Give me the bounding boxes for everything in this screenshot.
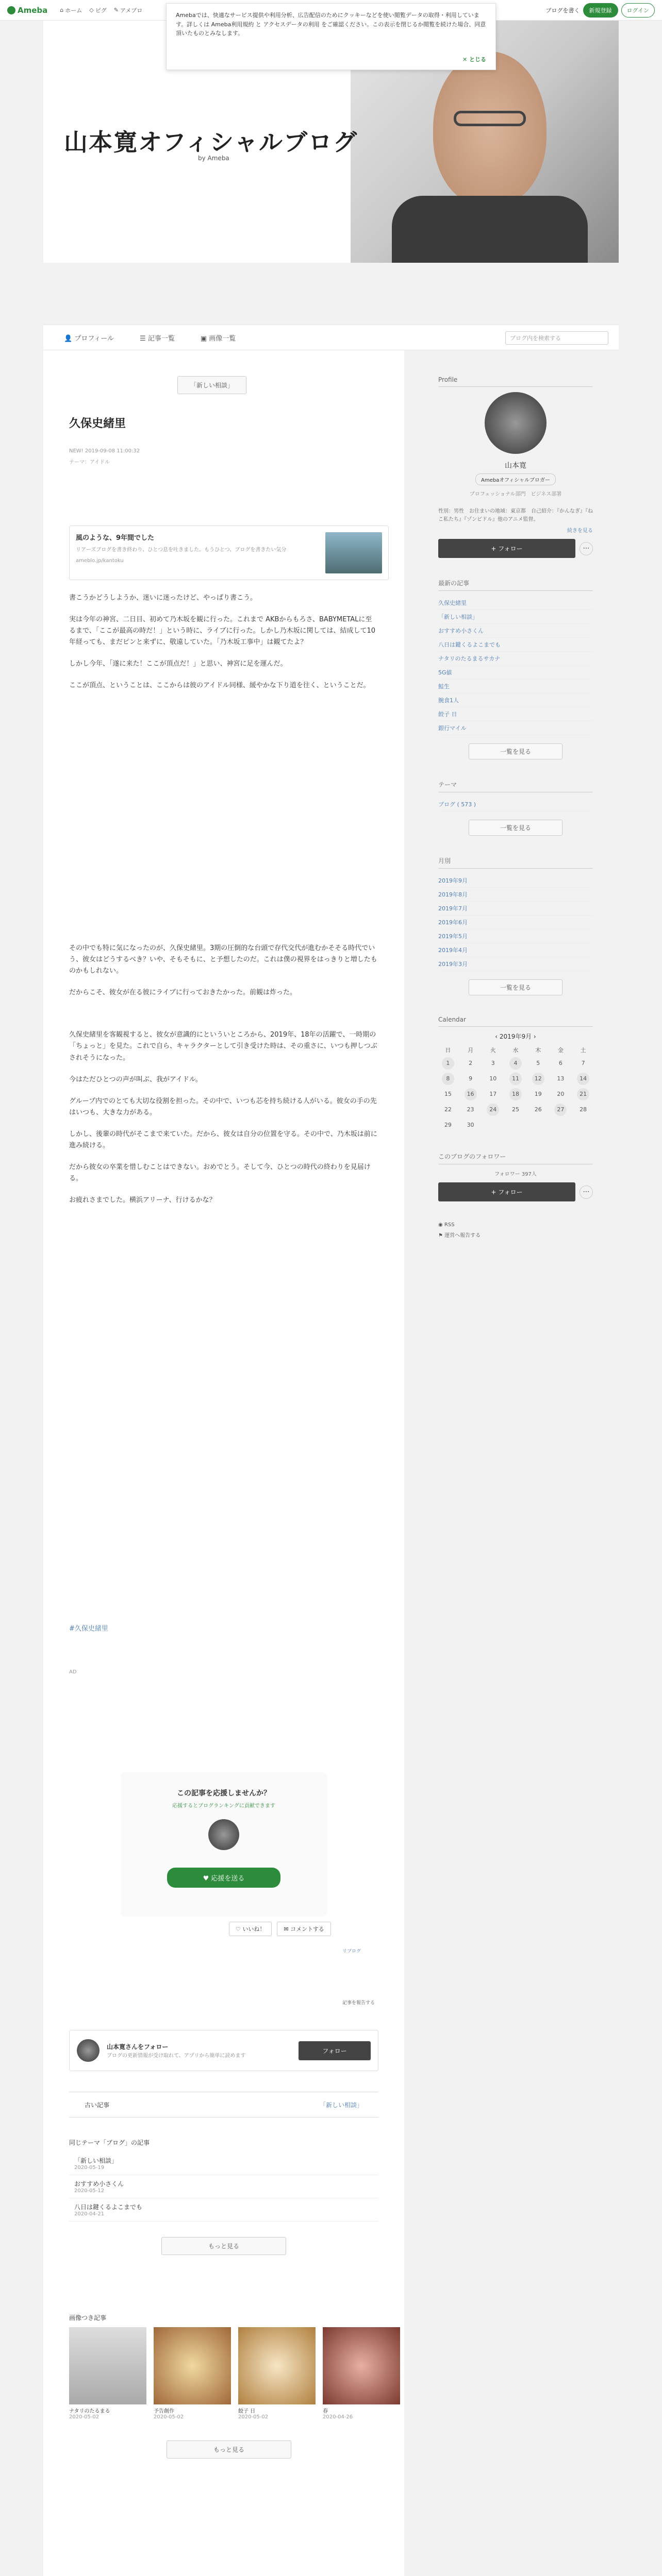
report-sidebar-label: 運営へ報告する bbox=[444, 1233, 481, 1239]
recent-list bbox=[438, 596, 593, 735]
archive-item[interactable]: 2019年7月 bbox=[438, 902, 593, 916]
para-2: 実は今年の神宮、二日目、初めて乃木坂を観に行った。これまで AKBからもろさ、BABYMETALに至るまで、「ここが最高の時だ！」という時に、ライブに行った。しかし乃木坂に関しては、結成して10年経っても、まだピンと来ずに、敬遠していた。「乃木坂工事中」は観てたよ？ bbox=[69, 616, 376, 647]
blog-search-input[interactable]: ブログ内を検索する bbox=[505, 331, 608, 345]
like-button[interactable]: ♡ いいね！ bbox=[229, 1922, 272, 1936]
ameba-logo-icon bbox=[7, 6, 15, 14]
para-12: お疲れさまでした。横浜アリーナ、行けるかな？ bbox=[69, 1196, 216, 1205]
same-theme-item[interactable] bbox=[69, 2175, 378, 2198]
rss-label: RSS bbox=[444, 1222, 455, 1228]
blog-subtitle: by Ameba bbox=[198, 155, 229, 162]
theme-list-all[interactable]: 一覧を見る bbox=[469, 820, 562, 836]
consent-text: Amebaでは、快適なサービス提供や利用分析、広告配信のためにクッキーなどを使い閲覧データの取得・利用しています。詳しくは Ameba利用規約 と アクセスデータの利用 をご確認ください。この表示を閉じるか閲覧を続けた場合、同意頂いたものとみなします。 bbox=[176, 12, 486, 37]
para-8: 今はただひとつの声が叫ぶ、我がアイドル。 bbox=[69, 1075, 202, 1083]
calendar-day: 30 bbox=[467, 1122, 474, 1128]
recent-item[interactable]: 鮭生 bbox=[438, 680, 593, 693]
calendar-day: 17 bbox=[489, 1091, 497, 1097]
calendar-weekday: 土 bbox=[580, 1047, 586, 1054]
image-entry-thumb bbox=[323, 2327, 400, 2404]
calendar-day[interactable]: 11 bbox=[509, 1073, 522, 1085]
recent-heading: 最新の記事 bbox=[438, 579, 593, 591]
card-text bbox=[76, 532, 319, 573]
profile-heading: Profile bbox=[438, 376, 593, 387]
header-suit bbox=[392, 196, 588, 263]
image-entry-date: 2020-05-02 bbox=[154, 2414, 184, 2420]
top-nav-home[interactable]: ⌂ ホーム bbox=[60, 7, 82, 14]
profile-bio: 性別：男性 お住まいの地域：東京都 自己紹介：『かんなぎ』『ねこ私たち』『ゾンビドル』他のアニメ監督。 bbox=[438, 509, 593, 522]
image-entry-title: ナタリのたるまる bbox=[69, 2409, 110, 2414]
same-theme-title: 八日は鍵くるよこまでも bbox=[74, 2204, 143, 2211]
follow-title: 山本寛さんをフォロー bbox=[107, 2043, 169, 2050]
recent-item[interactable]: おすすめ小さくん bbox=[438, 624, 593, 638]
more-options-icon[interactable]: ⋯ bbox=[580, 1185, 593, 1199]
consent-close-button[interactable]: ✕ とじる bbox=[462, 56, 486, 63]
follow-box bbox=[69, 2030, 378, 2071]
image-entry-thumb bbox=[69, 2327, 146, 2404]
calendar-day: 29 bbox=[444, 1122, 452, 1128]
follow-button[interactable]: フォロー bbox=[299, 2041, 371, 2060]
calendar-day: 15 bbox=[444, 1091, 452, 1097]
image-entries-row bbox=[69, 2327, 389, 2420]
calendar-day[interactable]: 24 bbox=[487, 1104, 499, 1116]
calendar-day: 22 bbox=[444, 1106, 452, 1113]
more-options-icon[interactable]: ⋯ bbox=[580, 542, 593, 555]
calendar-weekday: 火 bbox=[490, 1047, 496, 1054]
ad-label: AD bbox=[69, 1669, 77, 1675]
reblog-link[interactable]: リブログ bbox=[342, 1949, 361, 1954]
calendar-day: 10 bbox=[489, 1075, 497, 1082]
subnav-profile[interactable]: 👤 プロフィール bbox=[64, 334, 114, 343]
recent-list-all[interactable]: 一覧を見る bbox=[469, 743, 562, 759]
support-heading: この記事を応援しませんか？ bbox=[177, 1789, 271, 1798]
archive-item[interactable]: 2019年5月 bbox=[438, 929, 593, 943]
entry-title[interactable]: 久保史緒里 bbox=[69, 417, 126, 430]
subnav-images[interactable]: ▣ 画像一覧 bbox=[200, 334, 236, 343]
entry-body-2 bbox=[69, 943, 378, 1216]
theme-heading: テーマ bbox=[438, 780, 593, 792]
followers-follow-row bbox=[438, 1182, 593, 1201]
profile-follow-row bbox=[438, 539, 593, 558]
image-entries-section bbox=[69, 2313, 389, 2459]
logo-text: Ameba bbox=[18, 5, 48, 15]
entry-meta: NEW! 2019-09-08 11:00:32 bbox=[69, 448, 140, 454]
image-entry-date: 2020-05-02 bbox=[238, 2414, 269, 2420]
image-entry-date: 2020-05-02 bbox=[69, 2414, 100, 2420]
para-3: しかし今年、「遂に来た！ここが頂点だ！」と思い、神宮に足を運んだ。 bbox=[69, 660, 287, 668]
calendar-grid bbox=[438, 1046, 593, 1131]
support-button[interactable]: ♥ 応援を送る bbox=[167, 1868, 280, 1888]
sidebar-follow-button-2[interactable]: + フォロー bbox=[438, 1182, 575, 1201]
recent-item[interactable]: 「新しい相談」 bbox=[438, 610, 593, 624]
calendar-day: 5 bbox=[536, 1060, 540, 1066]
archive-item[interactable]: 2019年6月 bbox=[438, 916, 593, 929]
archive-heading: 月別 bbox=[438, 856, 593, 869]
ameba-logo[interactable] bbox=[7, 6, 47, 15]
top-nav bbox=[60, 6, 142, 14]
archive-item[interactable]: 2019年9月 bbox=[438, 874, 593, 888]
header-face bbox=[433, 52, 547, 206]
profile-box bbox=[438, 392, 593, 497]
recent-item[interactable]: ナタリのたるまるサカナ bbox=[438, 652, 593, 666]
consent-close-label: とじる bbox=[469, 56, 486, 63]
card-link: ameblo.jp/kantoku bbox=[76, 558, 124, 564]
same-theme-heading: 同じテーマ「ブログ」の記事 bbox=[69, 2139, 150, 2146]
calendar-day[interactable]: 1 bbox=[442, 1057, 454, 1070]
calendar-day[interactable]: 16 bbox=[465, 1088, 477, 1100]
write-blog-link[interactable]: ブログを書く bbox=[545, 7, 580, 14]
profile-name[interactable]: 山本寛 bbox=[505, 462, 526, 470]
para-10: しかし、後輩の時代がそこまで来ていた。だから、彼女は自分の位置を守る。その中で、乃木坂は前に進み続ける。 bbox=[69, 1130, 377, 1150]
calendar-day: 7 bbox=[581, 1060, 585, 1066]
support-button-label: 応援を送る bbox=[211, 1875, 245, 1883]
image-entry[interactable] bbox=[238, 2327, 316, 2420]
subnav-images-label: 画像一覧 bbox=[209, 334, 236, 343]
entry-actions bbox=[229, 1922, 331, 1936]
image-entry[interactable] bbox=[69, 2327, 146, 2420]
calendar-weekday: 日 bbox=[445, 1047, 451, 1054]
calendar-month: 2019年9月 bbox=[499, 1033, 532, 1040]
calendar-day: 19 bbox=[534, 1091, 542, 1097]
entry-theme[interactable]: テーマ：アイドル bbox=[69, 460, 110, 465]
theme-list bbox=[438, 798, 593, 811]
newer-entry-link[interactable]: 「新しい相談」 bbox=[319, 2101, 363, 2109]
calendar-day[interactable]: 18 bbox=[509, 1088, 522, 1100]
sidebar-follow-button[interactable]: + フォロー bbox=[438, 539, 575, 558]
calendar-weekday: 月 bbox=[468, 1047, 474, 1054]
image-entry-title: 春 bbox=[323, 2409, 328, 2414]
older-entry-link[interactable]: 古い記事 bbox=[85, 2101, 110, 2109]
blog-title[interactable]: 山本寛オフィシャルブログ bbox=[64, 128, 358, 156]
blog-subnav bbox=[43, 325, 619, 350]
card-title: 風のような、9年間でした bbox=[76, 534, 155, 542]
image-entries-heading: 画像つき記事 bbox=[69, 2314, 107, 2321]
calendar-heading: Calendar bbox=[438, 1016, 593, 1027]
same-theme-item[interactable] bbox=[69, 2152, 378, 2175]
archive-item[interactable]: 2019年8月 bbox=[438, 888, 593, 902]
same-theme-title: 「新しい相談」 bbox=[74, 2157, 118, 2164]
recent-item[interactable]: 腕食1人 bbox=[438, 693, 593, 707]
top-right bbox=[546, 3, 655, 18]
cookie-consent bbox=[166, 3, 496, 70]
para-6: だからこそ、彼女が在る彼にライブに行っておきたかった。前観は炸った。 bbox=[69, 989, 296, 997]
like-label: いいね！ bbox=[242, 1926, 266, 1933]
same-theme-more[interactable]: もっと見る bbox=[161, 2237, 286, 2255]
calendar-day: 28 bbox=[580, 1106, 587, 1113]
image-entry-thumb bbox=[238, 2327, 316, 2404]
archive-list bbox=[438, 874, 593, 971]
calendar-day: 2 bbox=[469, 1060, 473, 1066]
para-5: その中でも特に気になったのが、久保史緒里。3期の圧倒的な台頭で存代交代が進むかそそる時代でいう、彼女はどうするべき？いや、そもそもに、と予想したのだ。これは僕の視界をはっきりと増したものかもしれない。 bbox=[69, 944, 377, 975]
top-nav-ameblo-label: アメブロ bbox=[120, 7, 143, 14]
same-theme-date: 2020-04-21 bbox=[74, 2211, 105, 2217]
calendar-day: 26 bbox=[534, 1106, 542, 1113]
calendar-day: 6 bbox=[558, 1060, 562, 1066]
calendar-title: ‹ 2019年9月 › bbox=[495, 1033, 536, 1040]
recent-item[interactable]: 久保史緒里 bbox=[438, 596, 593, 610]
calendar-day[interactable]: 14 bbox=[577, 1073, 589, 1085]
calendar-day: 9 bbox=[469, 1075, 473, 1082]
image-entry-thumb bbox=[154, 2327, 231, 2404]
calendar-day: 25 bbox=[511, 1106, 519, 1113]
theme-item[interactable]: ブログ ( 573 ) bbox=[438, 798, 593, 811]
same-theme-date: 2020-05-19 bbox=[74, 2165, 105, 2171]
calendar-day[interactable]: 12 bbox=[532, 1073, 544, 1085]
para-11: だから彼女の卒業を惜しむことはできない。おめでとう。そして今、ひとつの時代の終わりを見届ける。 bbox=[69, 1163, 371, 1183]
para-4: ここが頂点、ということは、ここからは彼のアイドル同様、緩やかな下り道を往く、ということだ。 bbox=[69, 682, 370, 690]
card-desc: リアーズブログを書き終わり、ひとつ息を吐きました。もうひとつ、ブログを書きたい気分 bbox=[76, 547, 287, 553]
calendar-day[interactable]: 4 bbox=[509, 1057, 522, 1070]
archive-item[interactable]: 2019年4月 bbox=[438, 943, 593, 957]
profile-avatar[interactable] bbox=[485, 392, 547, 454]
subnav-profile-label: プロフィール bbox=[74, 334, 114, 343]
image-entry-date: 2020-04-26 bbox=[323, 2414, 353, 2420]
embedded-link-card[interactable] bbox=[69, 526, 389, 580]
image-entry-title: 餃子 日 bbox=[238, 2409, 256, 2414]
calendar-day[interactable]: 27 bbox=[554, 1104, 567, 1116]
follow-text bbox=[107, 2042, 291, 2059]
image-entry[interactable] bbox=[154, 2327, 231, 2420]
rss-link[interactable]: ◉ RSS bbox=[438, 1222, 455, 1228]
recent-item[interactable]: 八日は鍵くるよこまでも bbox=[438, 638, 593, 652]
calendar-weekday: 木 bbox=[535, 1047, 541, 1054]
top-nav-pigg-label: ピグ bbox=[95, 7, 107, 14]
calendar-weekday: 金 bbox=[557, 1047, 564, 1054]
recent-item[interactable]: 銀行マイル bbox=[438, 721, 593, 735]
card-thumbnail bbox=[325, 532, 382, 573]
top-nav-pigg[interactable]: ◇ ピグ bbox=[89, 7, 107, 14]
calendar-weekday: 水 bbox=[512, 1047, 519, 1054]
entry-body bbox=[69, 592, 378, 702]
recent-item[interactable]: 餃子 日 bbox=[438, 707, 593, 721]
calendar-day: 20 bbox=[557, 1091, 565, 1097]
same-theme-section bbox=[69, 2138, 378, 2255]
register-button[interactable]: 新規登録 bbox=[583, 3, 618, 18]
followers-heading: このブログのフォロワー bbox=[438, 1152, 593, 1164]
image-entry-title: 予告創作 bbox=[154, 2409, 174, 2414]
same-theme-item[interactable] bbox=[69, 2198, 378, 2222]
archive-list-all[interactable]: 一覧を見る bbox=[469, 979, 562, 995]
para-1: 書こうかどうしようか、迷いに迷ったけど、やっぱり書こう。 bbox=[69, 594, 257, 602]
subnav-entries[interactable]: ☰ 記事一覧 bbox=[140, 334, 175, 343]
report-sidebar-link[interactable]: ⚑ 運営へ報告する bbox=[438, 1233, 481, 1239]
sidebar bbox=[438, 376, 593, 1239]
para-7: 久保史緒里を客観視すると、彼女が意識的にといういところから、2019年、18年の活躍で、一時期の「ちょっと」を見た。これで自ら、キャラクターとして引き受けた時は、その重さに、いつも押しつぶされそうになった。 bbox=[69, 1031, 377, 1062]
same-theme-date: 2020-05-12 bbox=[74, 2188, 105, 2194]
archive-item[interactable]: 2019年3月 bbox=[438, 957, 593, 971]
support-sub: 応援するとブログランキングに貢献できます bbox=[172, 1803, 275, 1809]
top-nav-ameblo[interactable]: ✎ アメブロ bbox=[113, 7, 143, 14]
calendar-day: 23 bbox=[467, 1106, 474, 1113]
subnav-entries-label: 記事一覧 bbox=[147, 334, 175, 343]
main-column bbox=[43, 350, 404, 2576]
official-badge: Amebaオフィシャルブロガー bbox=[475, 473, 556, 485]
same-theme-title: おすすめ小さくん bbox=[74, 2180, 124, 2188]
profile-more-link[interactable]: 続きを見る bbox=[567, 528, 593, 534]
entry-pager bbox=[69, 2092, 378, 2117]
report-link[interactable]: 記事を報告する bbox=[342, 2001, 375, 2006]
support-box bbox=[121, 1772, 327, 1917]
recent-item[interactable]: 5G値 bbox=[438, 666, 593, 680]
image-entries-more[interactable]: もっと見る bbox=[167, 2441, 291, 2459]
entry-hashtag[interactable]: #久保史緒里 bbox=[69, 1625, 108, 1633]
calendar-day[interactable]: 8 bbox=[442, 1073, 454, 1085]
follow-avatar bbox=[77, 2039, 100, 2062]
profile-role: プロフェッショナル部門 ビジネス部署 bbox=[469, 492, 562, 497]
header-glasses bbox=[454, 111, 526, 126]
top-nav-home-label: ホーム bbox=[65, 7, 82, 14]
calendar-day[interactable]: 21 bbox=[577, 1088, 589, 1100]
login-button[interactable]: ログイン bbox=[621, 3, 655, 18]
follow-desc: ブログの更新情報が受け取れて、アプリから簡単に読めます bbox=[107, 2053, 246, 2059]
calendar-day: 13 bbox=[557, 1075, 565, 1082]
comment-label: コメントする bbox=[290, 1926, 324, 1933]
comment-button[interactable]: ✉ コメントする bbox=[277, 1922, 330, 1936]
newer-entry-button[interactable]: 「新しい相談」 bbox=[177, 376, 246, 394]
followers-count[interactable]: フォロワー 397人 bbox=[494, 1172, 537, 1177]
image-entry[interactable] bbox=[323, 2327, 400, 2420]
support-avatar bbox=[208, 1819, 239, 1850]
calendar-day: 3 bbox=[491, 1060, 495, 1066]
prev-entry-top bbox=[177, 376, 246, 394]
para-9: グループ内でのとても大切な役割を担った。その中で、いつも芯を持ち続ける人がいる。彼女の手の先はいつも、大きな力がある。 bbox=[69, 1097, 377, 1116]
